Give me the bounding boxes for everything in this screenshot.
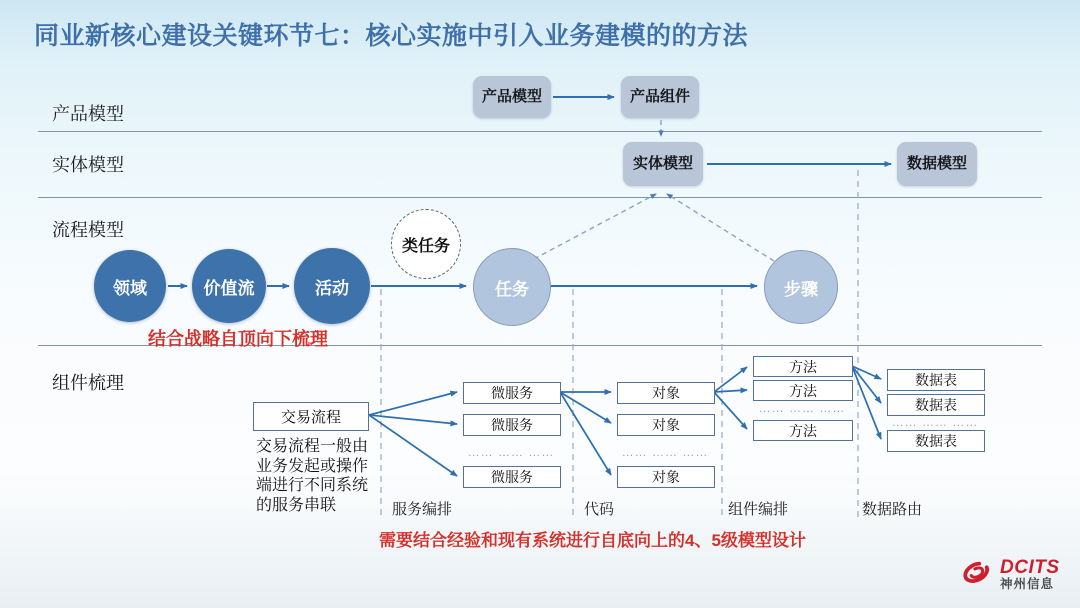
row-label-entity-model: 实体模型 — [52, 155, 124, 175]
domain-circle: 领域 — [94, 250, 166, 322]
data-table-box-2: 数据表 — [887, 394, 985, 416]
step-circle: 步骤 — [764, 250, 838, 324]
microservice-box-1: 微服务 — [463, 382, 561, 404]
product-component-box: 产品组件 — [621, 76, 699, 118]
row-label-process-model: 流程模型 — [52, 220, 124, 240]
data-model-box: 数据模型 — [897, 142, 977, 186]
zone-label-data-routing: 数据路由 — [862, 501, 923, 518]
data-table-ellipsis: …… …… …… — [891, 415, 979, 429]
row-label-component-combing: 组件梳理 — [52, 373, 124, 393]
row-label-product-model: 产品模型 — [52, 104, 124, 124]
page-title: 同业新核心建设关键环节七：核心实施中引入业务建模的的方法 — [34, 22, 749, 50]
trade-flow-description: 交易流程一般由业务发起或操作端进行不同系统的服务串联 — [256, 438, 369, 514]
dcits-logo — [958, 554, 1060, 595]
product-model-box: 产品模型 — [473, 76, 551, 118]
object-box-3: 对象 — [617, 466, 715, 488]
microservice-box-3: 微服务 — [463, 466, 561, 488]
class-task-circle: 类任务 — [391, 209, 461, 279]
zone-label-service-orchestration: 服务编排 — [392, 501, 453, 518]
value-stream-circle: 价值流 — [192, 249, 266, 323]
method-box-1: 方法 — [753, 356, 853, 377]
object-box-2: 对象 — [617, 414, 715, 436]
dcits-swirl-icon — [958, 554, 994, 595]
task-circle: 任务 — [473, 248, 551, 326]
zone-label-code: 代码 — [584, 501, 615, 518]
method-box-2: 方法 — [753, 380, 853, 401]
data-table-box-1: 数据表 — [887, 369, 985, 391]
trade-flow-box: 交易流程 — [253, 402, 369, 431]
top-down-note: 结合战略自顶向下梳理 — [148, 329, 328, 349]
microservice-ellipsis: …… …… …… — [467, 445, 555, 459]
object-ellipsis: …… …… …… — [621, 445, 709, 459]
object-box-1: 对象 — [617, 382, 715, 404]
method-ellipsis: …… …… …… — [758, 401, 846, 415]
method-box-3: 方法 — [753, 420, 853, 441]
logo-brand-text: DCITS — [1000, 556, 1060, 578]
data-table-box-3: 数据表 — [887, 430, 985, 452]
microservice-box-2: 微服务 — [463, 414, 561, 436]
logo-company-text: 神州信息 — [1000, 576, 1055, 591]
bottom-up-note: 需要结合经验和现有系统进行自底向上的4、5级模型设计 — [379, 531, 806, 550]
zone-label-component-orchestration: 组件编排 — [728, 501, 789, 518]
activity-circle: 活动 — [294, 248, 370, 324]
entity-model-box: 实体模型 — [623, 142, 703, 186]
